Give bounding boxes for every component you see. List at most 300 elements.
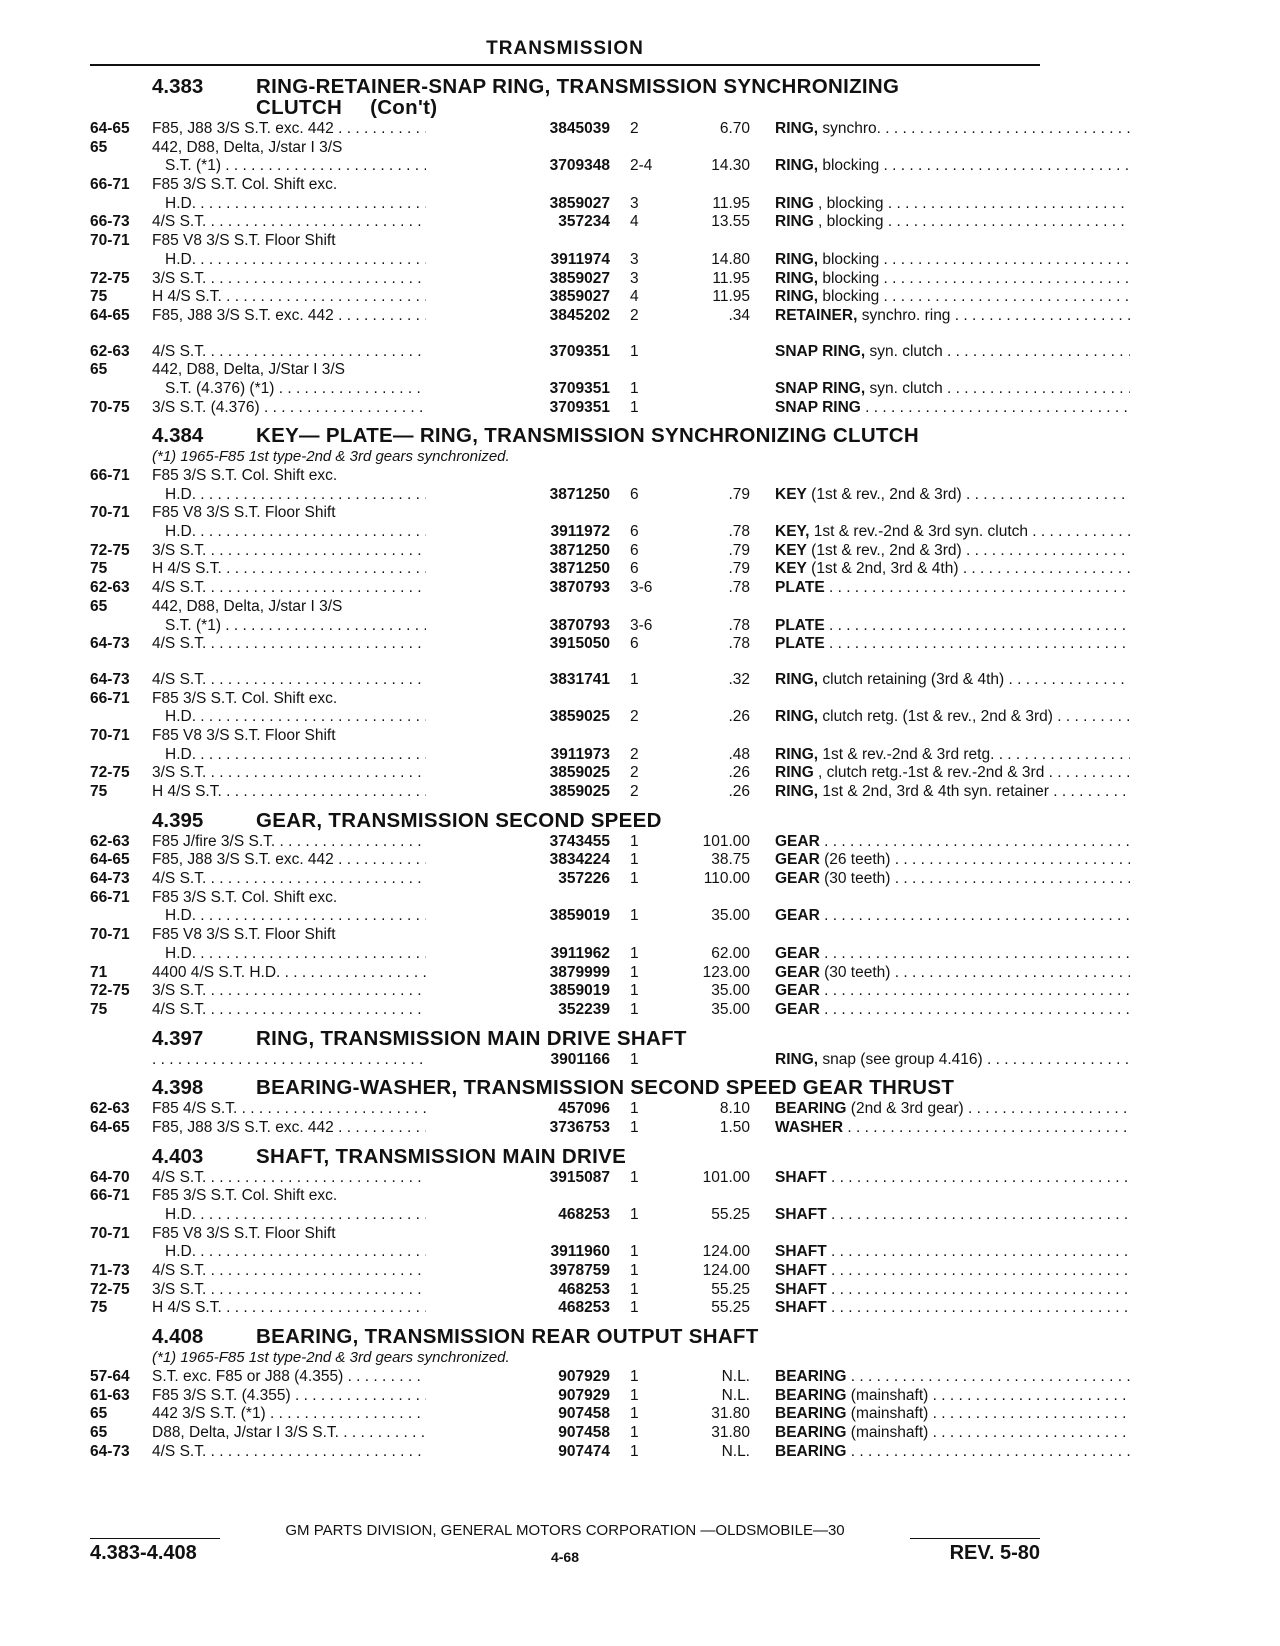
quantity: 1 <box>630 1386 639 1404</box>
part-number: 907458 <box>426 1405 610 1424</box>
part-number: 352239 <box>426 1001 610 1020</box>
part-detail: (26 teeth) <box>819 851 891 869</box>
section-footnote: (*1) 1965-F85 1st type-2nd & 3rd gears synchronized. <box>152 448 510 466</box>
model-years: 62-63 <box>90 832 130 850</box>
application: F85 J/fire 3/S S.T. . . . <box>152 833 502 852</box>
part-name: BEARING <box>775 1405 847 1423</box>
application: D88, Delta, J/star I 3/S S.T. . . . <box>152 1424 502 1443</box>
part-number: 3859025 <box>426 708 610 727</box>
price: 14.30 <box>711 157 750 175</box>
application: H 4/S S.T. . . . <box>152 783 502 802</box>
model-years: 70-71 <box>90 232 130 250</box>
price: .79 <box>728 560 750 578</box>
application: H.D. . . . <box>165 907 502 926</box>
part-description <box>775 1262 1130 1281</box>
part-description <box>775 579 1130 598</box>
model-years: 72-75 <box>90 541 130 559</box>
part-description <box>775 671 1130 690</box>
part-name: RING <box>775 194 814 212</box>
model-years: 75 <box>90 288 108 306</box>
part-description <box>775 635 1130 654</box>
part-description <box>775 1051 1130 1070</box>
part-description <box>775 1299 1130 1318</box>
model-years: 65 <box>90 138 108 156</box>
table-row <box>90 380 1040 399</box>
part-number: 468253 <box>426 1281 610 1300</box>
footer-page-number: 4-68 <box>550 1549 580 1565</box>
row-spacer <box>90 326 1040 343</box>
quantity: 1 <box>630 1243 639 1261</box>
application: H 4/S S.T. . . . <box>152 288 502 307</box>
price: 124.00 <box>702 1243 750 1261</box>
table-row <box>90 926 1040 945</box>
quantity: 3 <box>630 250 639 268</box>
table-row <box>90 945 1040 964</box>
table-row <box>90 1187 1040 1206</box>
table-row <box>90 746 1040 765</box>
price: .26 <box>728 708 750 726</box>
part-name: RING, <box>775 288 819 306</box>
part-description <box>775 399 1130 418</box>
model-years: 75 <box>90 1000 108 1018</box>
part-number: 907458 <box>426 1424 610 1443</box>
part-number: 357234 <box>426 213 610 232</box>
price: 11.95 <box>712 269 750 287</box>
part-detail: (30 teeth) <box>819 963 891 981</box>
part-number: 3859027 <box>426 270 610 289</box>
quantity: 1 <box>630 1299 639 1317</box>
model-years: 66-71 <box>90 888 130 906</box>
part-name: RING, <box>775 120 819 137</box>
table-row <box>90 307 1040 326</box>
part-name: SNAP RING <box>775 398 861 416</box>
section-title: RING, TRANSMISSION MAIN DRIVE SHAFT <box>256 1026 687 1050</box>
table-row <box>90 851 1040 870</box>
quantity: 1 <box>630 1168 639 1186</box>
table-row <box>90 232 1040 251</box>
part-detail: , blocking <box>813 213 884 231</box>
part-description <box>775 1281 1130 1300</box>
part-name: RING, <box>775 708 819 726</box>
application: H.D. . . . <box>165 1206 502 1225</box>
model-years: 75 <box>90 1299 108 1317</box>
part-detail: (30 teeth) <box>819 870 891 888</box>
section-heading <box>90 1138 1040 1169</box>
table-row <box>90 964 1040 983</box>
section-title: SHAFT, TRANSMISSION MAIN DRIVE <box>256 1144 627 1168</box>
part-description <box>775 1405 1130 1424</box>
part-detail: blocking <box>818 288 880 306</box>
application: 4400 4/S S.T. H.D. . . . <box>152 964 502 983</box>
model-years: 65 <box>90 1405 108 1423</box>
part-number: 3831741 <box>426 671 610 690</box>
section-number: 4.403 <box>152 1144 204 1168</box>
part-description <box>775 560 1130 579</box>
part-detail: blocking <box>818 269 880 287</box>
table-row <box>90 982 1040 1001</box>
table-row <box>90 1281 1040 1300</box>
price: 35.00 <box>711 982 750 1000</box>
application: S.T. (*1) . . . <box>165 157 502 176</box>
part-number: 3871250 <box>426 486 610 505</box>
table-row <box>90 542 1040 561</box>
model-years: 66-71 <box>90 1187 130 1205</box>
table-row <box>90 1119 1040 1138</box>
model-years: 62-63 <box>90 1100 130 1118</box>
model-years: 72-75 <box>90 982 130 1000</box>
part-description <box>775 288 1130 307</box>
price: .78 <box>728 635 750 653</box>
section-number: 4.384 <box>152 424 204 448</box>
part-name: RING, <box>775 250 819 268</box>
part-name: RING, <box>775 745 819 763</box>
part-description <box>775 542 1130 561</box>
parts-listing <box>90 68 1053 1461</box>
part-number: 357226 <box>426 870 610 889</box>
table-row <box>90 1368 1040 1387</box>
part-name: SHAFT <box>775 1299 827 1317</box>
part-number: 3901166 <box>426 1051 610 1070</box>
part-detail: blocking <box>818 157 880 175</box>
quantity: 4 <box>630 288 639 306</box>
part-description <box>775 120 1130 139</box>
part-name: RING, <box>775 157 819 175</box>
part-detail: , blocking <box>813 194 884 212</box>
application: S.T. (*1) . . . <box>165 617 502 636</box>
part-number: 3911973 <box>426 746 610 765</box>
application: 442, D88, Delta, J/star I 3/S <box>152 138 343 156</box>
application: 4/S S.T. . . . <box>152 1262 502 1281</box>
price: 124.00 <box>702 1262 750 1280</box>
application: F85 3/S S.T. Col. Shift exc. <box>152 176 338 194</box>
part-number: 3845202 <box>426 307 610 326</box>
table-row <box>90 157 1040 176</box>
quantity: 1 <box>630 670 639 688</box>
quantity: 1 <box>630 832 639 850</box>
price: N.L. <box>721 1442 750 1460</box>
price: .48 <box>728 745 750 763</box>
quantity: 6 <box>630 560 639 578</box>
part-detail: 1st & 2nd, 3rd & 4th syn. retainer <box>818 783 1049 801</box>
part-number: 3709351 <box>426 399 610 418</box>
part-description <box>775 870 1130 889</box>
application: 4/S S.T. . . . <box>152 1169 502 1188</box>
part-name: RING, <box>775 783 819 801</box>
quantity: 2 <box>630 764 639 782</box>
table-row <box>90 176 1040 195</box>
application: 4/S S.T. . . . <box>152 635 502 654</box>
price: 11.95 <box>712 288 750 306</box>
part-detail: clutch retg. (1st & rev., 2nd & 3rd) <box>818 708 1053 726</box>
part-description <box>775 945 1130 964</box>
section-heading <box>90 802 1040 833</box>
quantity: 4 <box>630 213 639 231</box>
model-years: 64-65 <box>90 1118 130 1136</box>
table-row <box>90 560 1040 579</box>
quantity: 1 <box>630 1000 639 1018</box>
model-years: 72-75 <box>90 764 130 782</box>
part-description <box>775 1169 1130 1188</box>
application: F85 V8 3/S S.T. Floor Shift <box>152 1224 336 1242</box>
application: 442, D88, Delta, J/star I 3/S <box>152 597 343 615</box>
section-title: GEAR, TRANSMISSION SECOND SPEED <box>256 808 662 832</box>
table-row <box>90 870 1040 889</box>
price: .32 <box>728 670 750 688</box>
part-name: BEARING <box>775 1423 847 1441</box>
model-years: 64-73 <box>90 635 130 653</box>
quantity: 1 <box>630 1280 639 1298</box>
section-title-line2: CLUTCH <box>256 96 343 119</box>
part-number: 3859027 <box>426 195 610 214</box>
part-number: 3845039 <box>426 120 610 139</box>
application: F85 4/S S.T. . . . <box>152 1100 502 1119</box>
price: 31.80 <box>711 1423 750 1441</box>
price: N.L. <box>721 1386 750 1404</box>
quantity: 1 <box>630 851 639 869</box>
model-years: 64-65 <box>90 306 130 324</box>
part-description <box>775 486 1130 505</box>
page-footer <box>90 1522 1040 1582</box>
part-detail: snap (see group 4.416) <box>818 1050 983 1068</box>
model-years: 66-71 <box>90 689 130 707</box>
price: 31.80 <box>711 1405 750 1423</box>
part-description <box>775 1100 1130 1119</box>
part-description <box>775 251 1130 270</box>
part-number: 457096 <box>426 1100 610 1119</box>
part-number: 3736753 <box>426 1119 610 1138</box>
table-row <box>90 635 1040 654</box>
part-name: SHAFT <box>775 1206 827 1224</box>
model-years: 65 <box>90 1423 108 1441</box>
quantity: 1 <box>630 1050 639 1068</box>
part-detail: 1st & rev.-2nd & 3rd retg. <box>818 745 995 763</box>
part-description <box>775 783 1130 802</box>
quantity: 2 <box>630 306 639 324</box>
part-description <box>775 1368 1130 1387</box>
application: H.D. . . . <box>165 708 502 727</box>
part-number: 3915050 <box>426 635 610 654</box>
part-description <box>775 1387 1130 1406</box>
part-name: WASHER <box>775 1118 844 1136</box>
part-description <box>775 213 1130 232</box>
model-years: 66-71 <box>90 176 130 194</box>
application: F85 3/S S.T. Col. Shift exc. <box>152 1187 338 1205</box>
quantity: 6 <box>630 541 639 559</box>
table-row <box>90 764 1045 783</box>
model-years: 66-71 <box>90 467 130 485</box>
part-detail: (1st & rev., 2nd & 3rd) <box>806 541 962 559</box>
section-number: 4.383 <box>152 75 204 98</box>
part-name: SHAFT <box>775 1168 827 1186</box>
part-number: 468253 <box>426 1299 610 1318</box>
model-years: 70-71 <box>90 926 130 944</box>
part-number: 3911972 <box>426 523 610 542</box>
table-row <box>90 120 1040 139</box>
price: 101.00 <box>702 1168 750 1186</box>
table-row <box>90 1001 1040 1020</box>
part-number: 3870793 <box>426 579 610 598</box>
part-name: KEY <box>775 541 807 559</box>
price: 14.80 <box>711 250 750 268</box>
price: .34 <box>728 306 750 324</box>
application: H.D. . . . <box>165 486 502 505</box>
part-number: 3834224 <box>426 851 610 870</box>
quantity: 6 <box>630 485 639 503</box>
section-title-continued <box>256 97 1040 118</box>
model-years: 61-63 <box>90 1386 130 1404</box>
table-row <box>90 1443 1040 1462</box>
section-heading <box>90 1020 1040 1051</box>
model-years: 57-64 <box>90 1367 130 1385</box>
application: H 4/S S.T. . . . <box>152 1299 502 1318</box>
part-name: BEARING <box>775 1386 847 1404</box>
part-name: SNAP RING, <box>775 379 866 397</box>
table-row <box>90 833 1040 852</box>
part-description <box>775 746 1130 765</box>
footer-group-range: 4.383-4.408 <box>90 1542 197 1564</box>
part-description <box>775 907 1130 926</box>
part-name: PLATE <box>775 616 825 634</box>
part-description <box>775 380 1130 399</box>
price: 38.75 <box>711 851 750 869</box>
part-detail: (1st & 2nd, 3rd & 4th) <box>806 560 959 578</box>
part-description <box>775 1443 1130 1462</box>
table-row <box>90 889 1040 908</box>
section-heading <box>90 1318 1040 1349</box>
model-years: 64-65 <box>90 851 130 869</box>
table-row <box>90 486 1040 505</box>
application: S.T. exc. F85 or J88 (4.355) . . . <box>152 1368 502 1387</box>
table-row <box>90 1405 1040 1424</box>
part-detail: clutch retaining (3rd & 4th) <box>818 670 1005 688</box>
part-name: GEAR <box>775 907 820 925</box>
table-row <box>90 671 1040 690</box>
model-years: 64-73 <box>90 870 130 888</box>
quantity: 1 <box>630 398 639 416</box>
section-footnote: (*1) 1965-F85 1st type-2nd & 3rd gears synchronized. <box>152 1349 510 1367</box>
part-name: KEY <box>775 560 807 578</box>
part-name: RING <box>775 764 814 782</box>
quantity: 1 <box>630 1442 639 1460</box>
model-years: 62-63 <box>90 579 130 597</box>
section-heading <box>90 417 1040 448</box>
part-description <box>775 851 1130 870</box>
part-number: 907929 <box>426 1368 610 1387</box>
price: N.L. <box>721 1367 750 1385</box>
table-row <box>90 195 1040 214</box>
part-description <box>775 307 1130 326</box>
table-row <box>90 288 1040 307</box>
part-description <box>775 982 1130 1001</box>
quantity: 1 <box>630 944 639 962</box>
application: 4/S S.T. . . . <box>152 579 502 598</box>
part-number: 3911974 <box>426 251 610 270</box>
application: F85 V8 3/S S.T. Floor Shift <box>152 504 336 522</box>
quantity: 2-4 <box>630 157 653 175</box>
application: 3/S S.T. . . . <box>152 982 502 1001</box>
quantity: 1 <box>630 1405 639 1423</box>
part-number: 907929 <box>426 1387 610 1406</box>
application: 3/S S.T. . . . <box>152 764 502 783</box>
price: 55.25 <box>711 1280 750 1298</box>
application: 442 3/S S.T. (*1) . . . <box>152 1405 502 1424</box>
quantity: 6 <box>630 635 639 653</box>
part-description <box>775 617 1130 636</box>
quantity: 1 <box>630 963 639 981</box>
quantity: 6 <box>630 523 639 541</box>
model-years: 75 <box>90 783 108 801</box>
section-title: BEARING, TRANSMISSION REAR OUTPUT SHAFT <box>256 1325 759 1349</box>
table-row <box>90 1424 1040 1443</box>
part-description <box>775 1001 1130 1020</box>
model-years: 75 <box>90 560 108 578</box>
model-years: 70-71 <box>90 726 130 744</box>
quantity: 2 <box>630 783 639 801</box>
part-description <box>775 343 1130 362</box>
part-number: 3978759 <box>426 1262 610 1281</box>
application: H.D. . . . <box>165 945 502 964</box>
application: 3/S S.T. . . . <box>152 1281 502 1300</box>
quantity: 1 <box>630 907 639 925</box>
page-title: TRANSMISSION <box>486 38 644 59</box>
application: F85 V8 3/S S.T. Floor Shift <box>152 232 336 250</box>
price: 123.00 <box>702 963 750 981</box>
application: H 4/S S.T. . . . <box>152 560 502 579</box>
part-name: BEARING <box>775 1442 847 1460</box>
application: F85, J88 3/S S.T. exc. 442 . . . <box>152 120 502 139</box>
part-detail: synchro. ring <box>857 306 951 324</box>
section-title: RING-RETAINER-SNAP RING, TRANSMISSION SYNCHRONIZING <box>256 75 900 98</box>
application: F85, J88 3/S S.T. exc. 442 . . . <box>152 1119 502 1138</box>
table-row <box>90 1262 1040 1281</box>
application: S.T. (4.376) (*1) . . . <box>165 380 502 399</box>
quantity: 1 <box>630 1367 639 1385</box>
part-name: PLATE <box>775 635 825 653</box>
price: .78 <box>728 579 750 597</box>
row-spacer <box>90 654 1040 671</box>
application: 4/S S.T. . . . <box>152 1001 502 1020</box>
price: 1.50 <box>719 1118 750 1136</box>
model-years: 62-63 <box>90 342 130 360</box>
table-row <box>90 213 1040 232</box>
application: F85 V8 3/S S.T. Floor Shift <box>152 926 336 944</box>
table-row <box>90 1100 1040 1119</box>
part-detail: blocking <box>818 250 880 268</box>
table-row <box>90 708 1053 727</box>
model-years: 64-73 <box>90 670 130 688</box>
application: H.D. . . . <box>165 195 502 214</box>
table-row <box>90 598 1040 617</box>
model-years: 71 <box>90 963 108 981</box>
table-row <box>90 690 1040 709</box>
part-name: RING, <box>775 269 819 287</box>
part-number: 3870793 <box>426 617 610 636</box>
application: F85 3/S S.T. Col. Shift exc. <box>152 888 338 906</box>
price: .78 <box>728 616 750 634</box>
part-number: 3859027 <box>426 288 610 307</box>
application: F85 3/S S.T. Col. Shift exc. <box>152 689 338 707</box>
part-name: RING, <box>775 670 819 688</box>
footer-publisher: GM PARTS DIVISION, GENERAL MOTORS CORPORATION —OLDSMOBILE—30 <box>285 1522 845 1539</box>
application: H.D. . . . <box>165 746 502 765</box>
part-description <box>775 157 1130 176</box>
model-years: 70-75 <box>90 398 130 416</box>
part-number: 3859025 <box>426 764 610 783</box>
quantity: 1 <box>630 342 639 360</box>
quantity: 1 <box>630 870 639 888</box>
part-detail: synchro. <box>818 120 881 137</box>
table-row <box>90 1387 1040 1406</box>
